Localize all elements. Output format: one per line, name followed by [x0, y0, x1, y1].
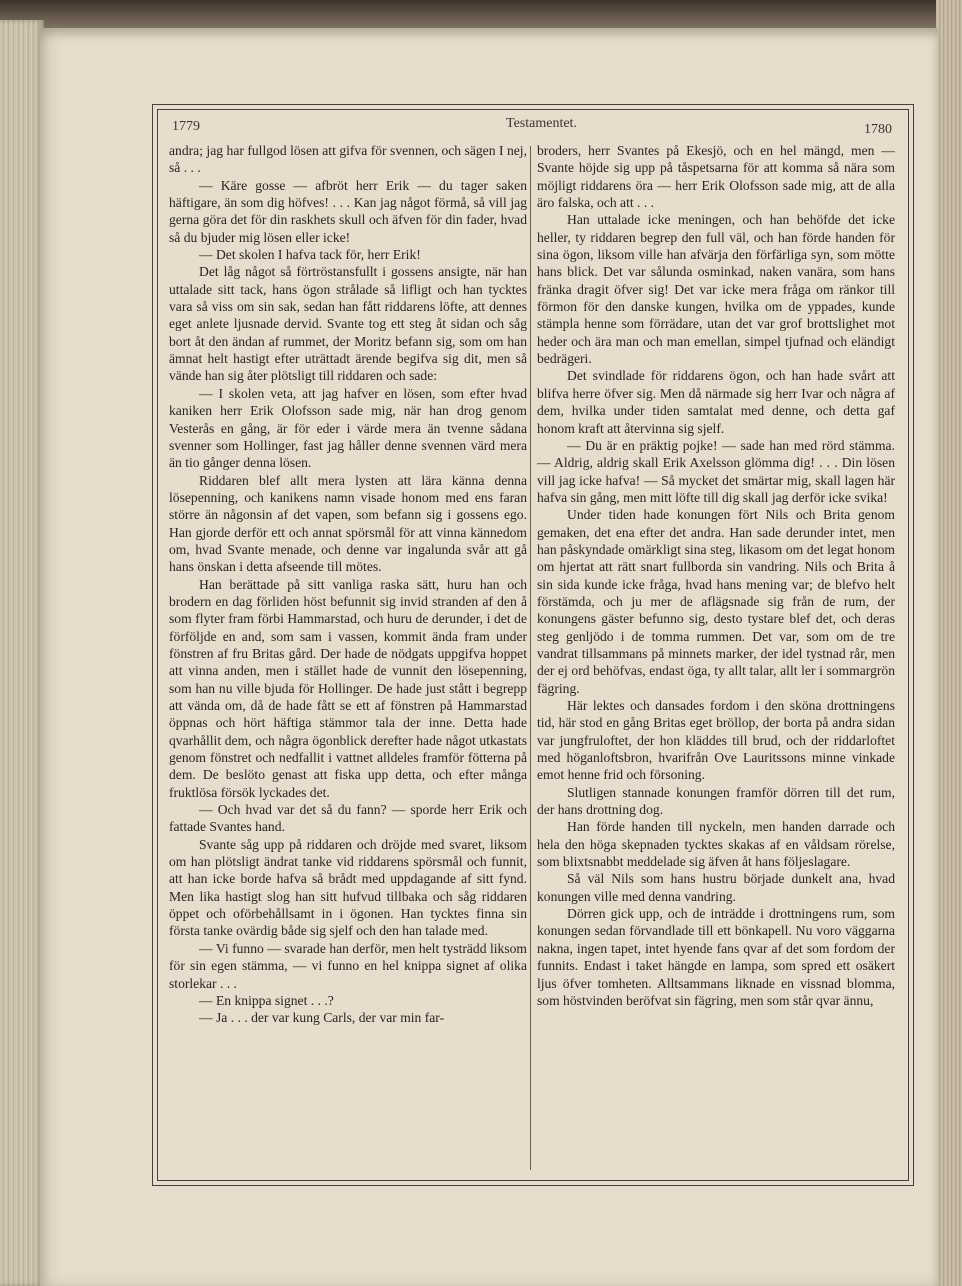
left-column [169, 142, 527, 1027]
paragraph: — Det skolen I hafva tack för, herr Erik! [199, 247, 421, 263]
paragraph: Så väl Nils som hans hustru började dunkelt ana, hvad konungen ville med denna vandring. [537, 871, 895, 904]
paragraph: Dörren gick upp, och de inträdde i drottningens rum, som konungen sedan förvandlade till ett bönkapell. Nu voro väggarna nakna, ingen tapet, intet hyende fans qvar af det som fordom der funnits. Endast i taket hängde en lampa, som spred ett osäkert ljus öfver tomheten. Alltsammans liknade en vissnad blomma, som höstvinden beröfvat sin fägring, men som står qvar ännu, [537, 906, 895, 1008]
paragraph: Här lektes och dansades fordom i den sköna drottningens tid, här stod en gång Britas eget bröllop, der borta på andra sidan var jungfruloftet, der hon kläddes till brud, och der riddarloftet med höganloftsbron, hvarifrån Ove Lauritssons minne vinkade emot henne frid och försoning. [537, 698, 895, 783]
paragraph: andra; jag har fullgod lösen att gifva för svennen, och sägen I nej, så . . . [169, 143, 527, 176]
paragraph: — Och hvad var det så du fann? — sporde herr Erik och fattade Svantes hand. [169, 802, 527, 835]
page-header [168, 116, 898, 136]
paragraph: Han förde handen till nyckeln, men handen darrade och hela den höga skepnaden tycktes skakas af en våldsam rörelse, som blixtsnabbt meddelade sig äfven åt hans följeslagare. [537, 819, 895, 870]
left-page-number: 1779 [172, 119, 200, 134]
paragraph: Han uttalade icke meningen, och han behöfde det icke heller, ty riddaren begrep den full väl, och han förde handen för sina ögon, liksom ville han afvärja den förfärliga syn, som mötte hans blick. Det var sålunda osminkad, naken vanära, som hans fränka dragit öfver sig! Det var icke mera fråga om ränkor till förmon för den danske kungen, hvilka om de yppades, kunde stämpla henne som förrädare, utan det var grof brottslighet mot heder och ära man och man emellan, simpel tjufnad och eländigt bedrägeri. [537, 212, 895, 367]
paragraph: Det svindlade för riddarens ögon, och han hade svårt att blifva herre öfver sig. Men då närmade sig herr Ivar och några af dem, hvilka under tiden samtalat med denne, och detta gaf honom kraft att återvinna sig sjelf. [537, 368, 895, 436]
paragraph: Svante såg upp på riddaren och dröjde med svaret, liksom om han plötsligt ändrat tanke vid riddarens spörsmål och funnit, att han icke borde hafva så brådt med uppdagande af sitt fynd. Men lika hastigt slog han sitt hufvud tillbaka och såg riddaren öppet och oförbehållsamt in i ögonen. Han tycktes finna sin första tanke ovärdig både sig sjelf och den han talade med. [169, 836, 527, 939]
paragraph: — Vi funno — svarade han derför, men helt tysträdd liksom för sin egen stämma, — vi funno en hel knippa signet af olika storlekar . . . [169, 940, 527, 991]
paragraph: Slutligen stannade konungen framför dörren till det rum, der hans drottning dog. [537, 784, 895, 818]
paragraph: broders, herr Svantes på Ekesjö, och en hel mängd, men — Svante höjde sig upp på tåspetsarna för att komma så nära som möjligt riddarens öra — herr Erik Olofsson sade mig, att de alla äro falska, och att . . . [537, 143, 895, 211]
running-title: Testamentet. [506, 116, 577, 131]
page-stack-edge-right [936, 0, 962, 1286]
paragraph: Riddaren blef allt mera lysten att lära känna denna lösepenning, och kanikens namn visade honom med ens faran större än någonsin af det vapen, som befann sig i gossens ego. Han gjorde derför ett och annat spörsmål för att vinna kännedom om, hvad Svante menade, och denne var ingalunda svår att gå hans önskan i detta afseende till mötes. [169, 472, 527, 575]
paragraph: — Du är en präktig pojke! — sade han med rörd stämma. — Aldrig, aldrig skall Erik Axelsson glömma dig! . . . Din lösen vill jag icke hafva! — Så mycket det smärtar mig, skall lagen här hafva sin gång, men mitt löfte till dig skall jag derför icke svika! [537, 437, 895, 505]
paragraph: Det låg något så förtröstansfullt i gossens ansigte, när han uttalade sitt tack, hans ögon strålade så lifligt och han tycktes vara så viss om sin sak, sedan han fått riddarens löfte, att dennes eget anlete ljusnade dervid. Svante tog ett steg åt sidan och såg bort åt den ändan af rummet, der Moritz befann sig, som om han ämnat helt hastigt efter uträttadt ärende begifva sig dit, men så vände han sig åter plötsligt till riddaren och sade: [169, 264, 527, 384]
right-page-number: 1780 [864, 122, 892, 137]
column-divider [530, 146, 531, 1170]
paragraph: — En knippa signet . . .? [199, 992, 334, 1008]
paragraph: — Käre gosse — afbröt herr Erik — du tager saken häftigare, än som dig höfves! . . . Kan jag något förmå, så vill jag gerna göra det för din raskhets skull och äfven för din fader, hvad så du bjuder mig lösen eller icke! [169, 177, 527, 245]
paragraph: Han berättade på sitt vanliga raska sätt, huru han och brodern en dag förliden höst befunnit sig invid stranden af den å som flyter fram förbi Hammarstad, och huru de derunder, i det de förföljde en and, som sam i vassen, kommit ända fram under fönstren af fru Britas gård. Der hade de nödgats uppgifva hoppet att vinna anden, men i stället hade de vunnit den lösepenning, som han nu ville bjuda för Hollinger. De hade just stått i begrepp att vända om, då de hade fått se ett af fönstren på Hammarstad öppnas och hört häftiga stämmor tala der inne. Detta hade qvarhållit dem, och några ögonblick derefter hade något utkastats genom fönstret och nedfallit i vattnet alldeles framför fötterna på dem. De beslöto genast att fiska upp detta, och efter många fruktlösa försök lyckades det. [169, 576, 527, 800]
paragraph: — Ja . . . der var kung Carls, der var min far- [199, 1010, 445, 1026]
paragraph: Under tiden hade konungen fört Nils och Brita genom gemaken, det ena efter det andra. Han sade derunder intet, men han påskyndade omärkligt sina steg, likasom om det legat honom om hjertat att rätt snart fullborda sin vandring. Nils och Brita å sin sida kunde icke fråga, hvad hans mening var; de blefvo helt förstämda, och ju mer de aflägsnade sig från de rum, der konungens gäster befunno sig, desto tystare blef det, och deras steg genljödo i de tomma rummen. Det var, som om de tre vandrat tillsammans på minnets marker, der idel tystnad rår, men der ej ord behöfvas, endast öga, ty allt talar, allt ler i sommargrön fägring. [537, 507, 895, 696]
right-column [537, 142, 895, 1009]
paragraph: — I skolen veta, att jag hafver en lösen, som efter hvad kaniken herr Erik Olofsson sade mig, när han drog genom Vesterås en gång, är för eder i värde mera än tvenne sådana svenner som Hollinger, fast jag håller denne svennen värd mera än tio gånger denna lösen. [169, 385, 527, 471]
page-stack-edge [0, 20, 44, 1286]
